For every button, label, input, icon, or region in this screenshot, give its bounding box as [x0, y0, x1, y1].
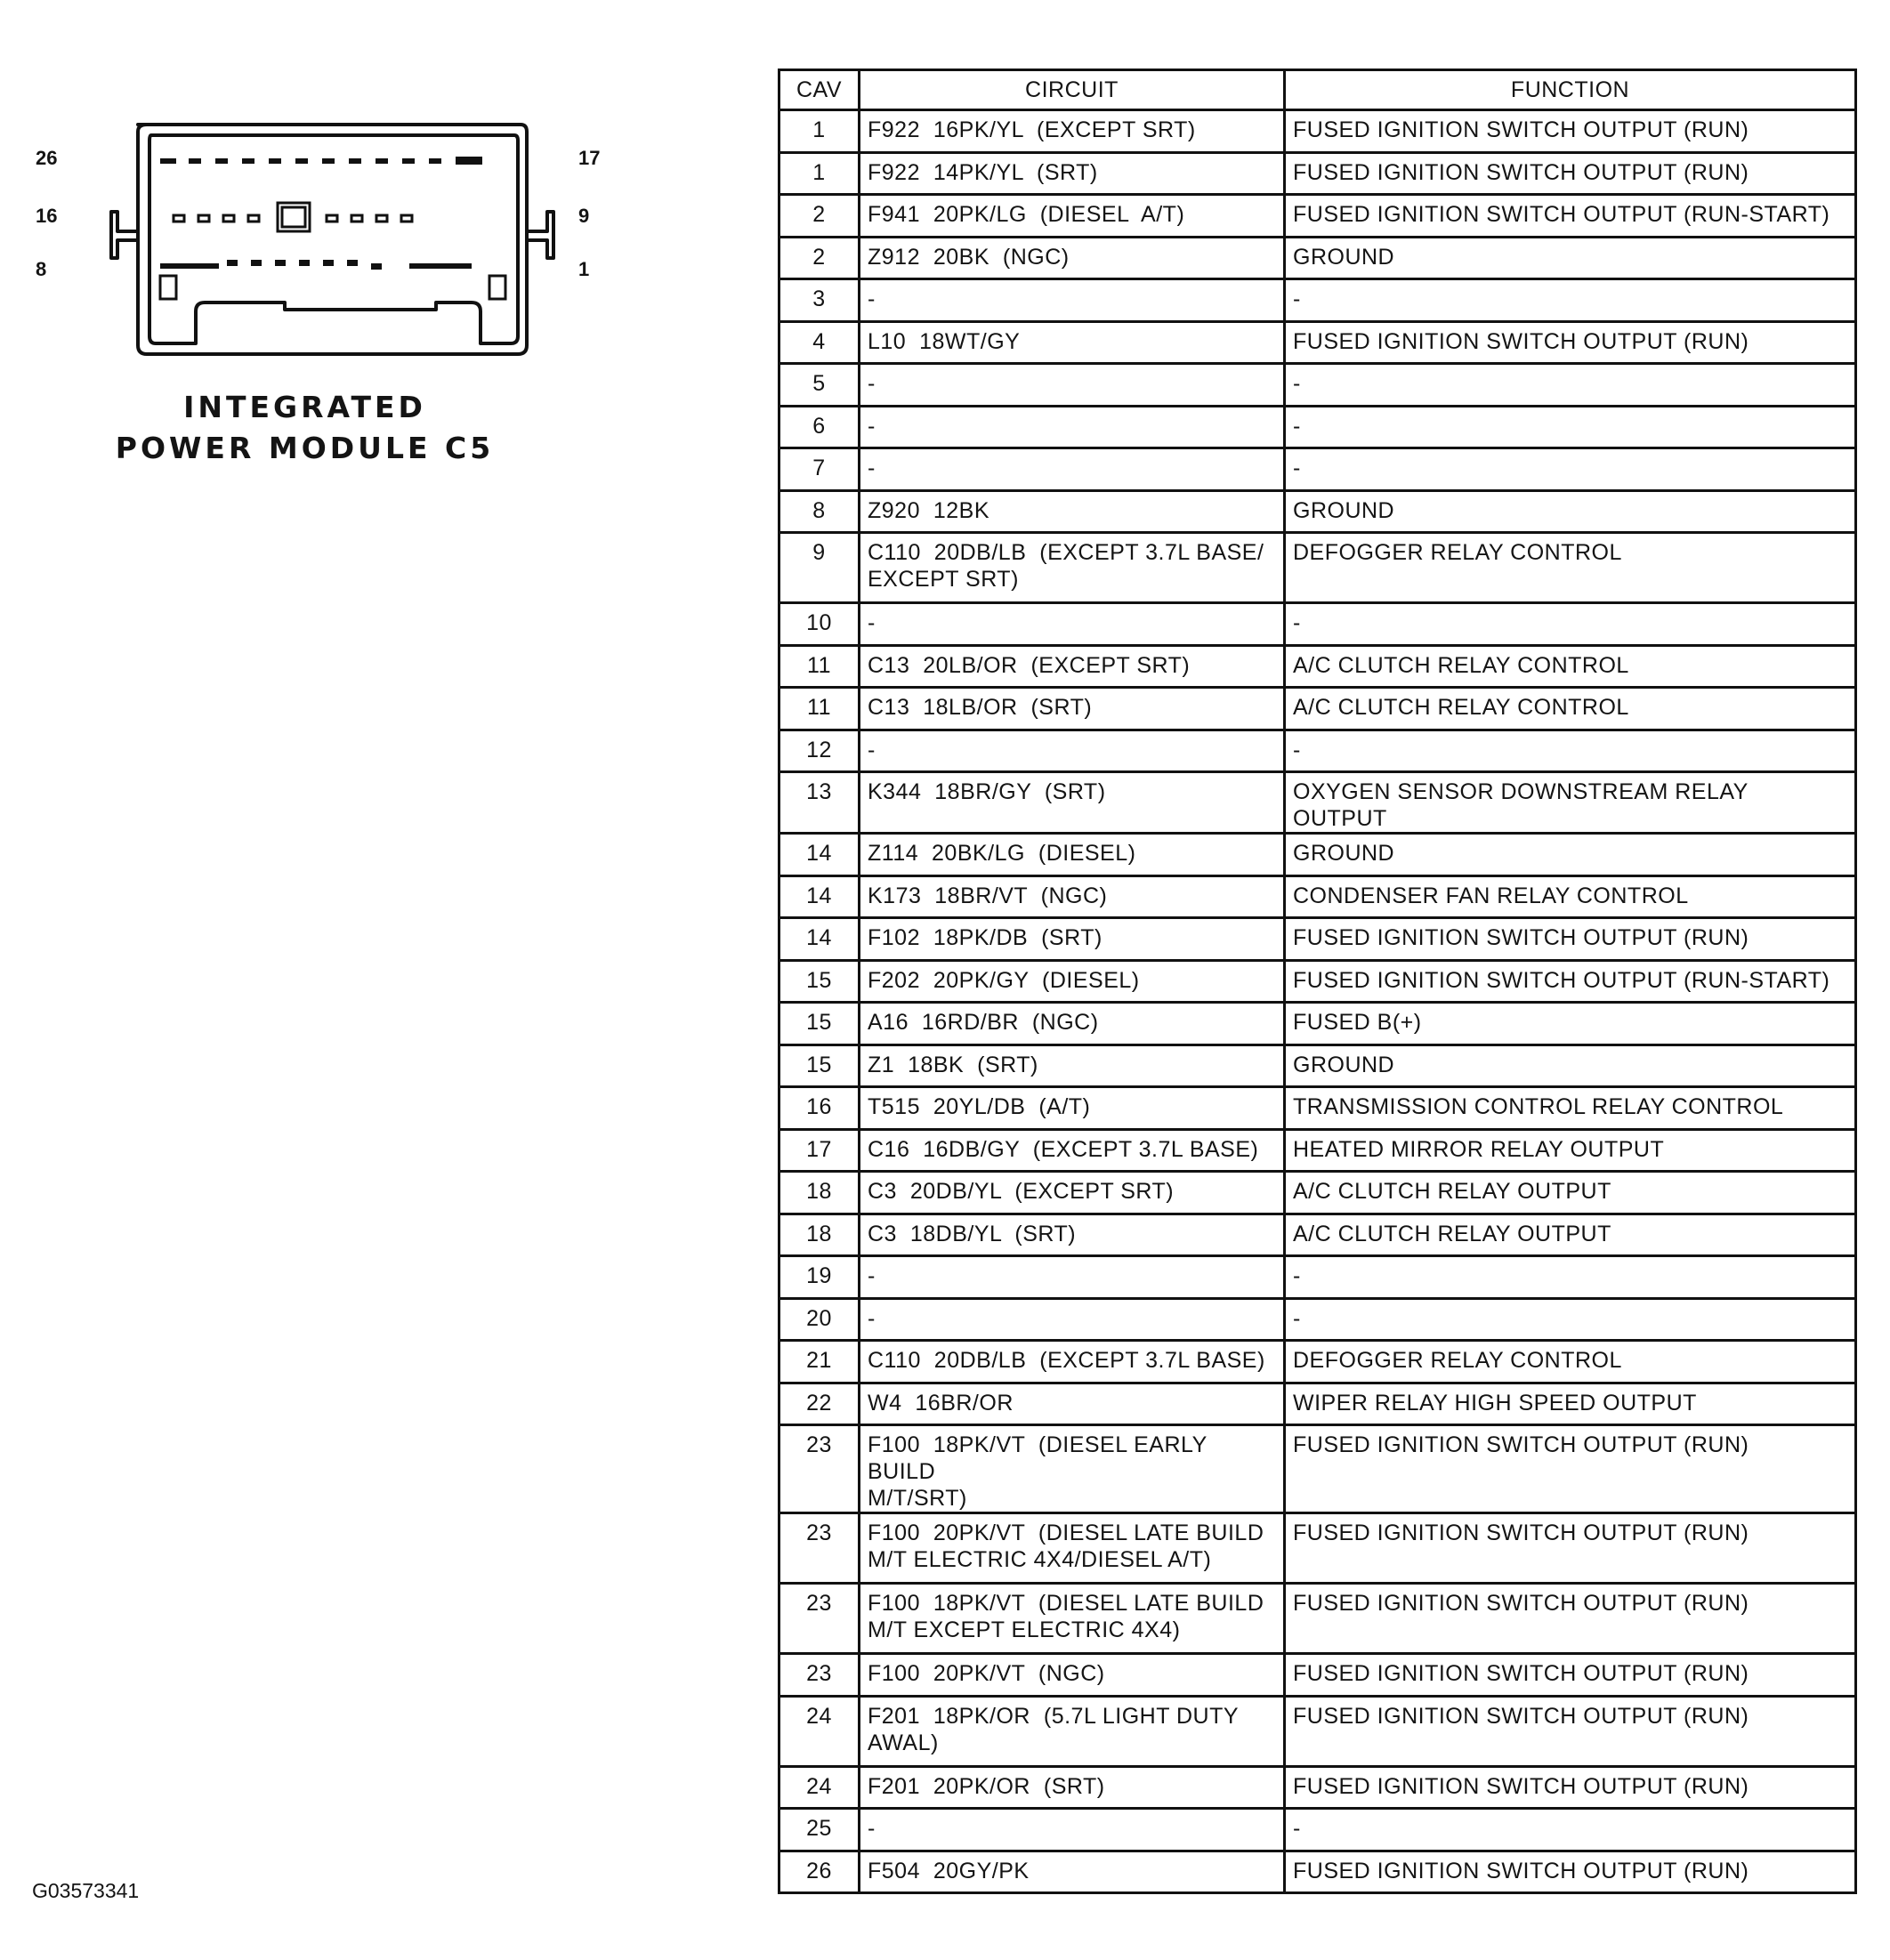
- circuit-cell: F102 18PK/DB (SRT): [860, 918, 1285, 961]
- circuit-cell: F100 18PK/VT (DIESEL EARLY BUILD M/T/SRT): [860, 1425, 1285, 1513]
- function-cell: A/C CLUTCH RELAY CONTROL: [1285, 645, 1856, 688]
- cav-cell: 26: [779, 1851, 860, 1893]
- circuit-cell: -: [860, 1809, 1285, 1851]
- table-row: [779, 490, 1856, 533]
- function-cell: FUSED IGNITION SWITCH OUTPUT (RUN): [1285, 1851, 1856, 1893]
- table-row: [779, 1298, 1856, 1341]
- function-cell: -: [1285, 603, 1856, 646]
- circuit-cell: A16 16RD/BR (NGC): [860, 1003, 1285, 1045]
- pin-label-8: 8: [36, 258, 47, 280]
- cav-cell: 5: [779, 364, 860, 407]
- table-header-row: [779, 70, 1856, 110]
- pin-label-17: 17: [578, 147, 601, 169]
- circuit-cell: W4 16BR/OR: [860, 1383, 1285, 1425]
- table-row: [779, 1851, 1856, 1893]
- table-row: [779, 406, 1856, 448]
- circuit-cell: C3 18DB/YL (SRT): [860, 1214, 1285, 1256]
- function-cell: OXYGEN SENSOR DOWNSTREAM RELAY OUTPUT: [1285, 772, 1856, 834]
- table-row: [779, 533, 1856, 603]
- function-cell: CONDENSER FAN RELAY CONTROL: [1285, 875, 1856, 918]
- circuit-cell: Z912 20BK (NGC): [860, 237, 1285, 279]
- function-cell: -: [1285, 448, 1856, 491]
- cav-cell: 15: [779, 1003, 860, 1045]
- function-cell: TRANSMISSION CONTROL RELAY CONTROL: [1285, 1087, 1856, 1130]
- function-cell: FUSED B(+): [1285, 1003, 1856, 1045]
- cav-cell: 11: [779, 688, 860, 730]
- table-row: [779, 730, 1856, 772]
- function-cell: FUSED IGNITION SWITCH OUTPUT (RUN): [1285, 1425, 1856, 1513]
- function-cell: A/C CLUTCH RELAY OUTPUT: [1285, 1214, 1856, 1256]
- circuit-cell: C110 20DB/LB (EXCEPT 3.7L BASE/ EXCEPT SRT): [860, 533, 1285, 603]
- circuit-cell: -: [860, 448, 1285, 491]
- cav-cell: 14: [779, 875, 860, 918]
- cav-cell: 18: [779, 1214, 860, 1256]
- cav-cell: 12: [779, 730, 860, 772]
- cav-cell: 1: [779, 110, 860, 153]
- table-row: [779, 364, 1856, 407]
- function-cell: A/C CLUTCH RELAY OUTPUT: [1285, 1172, 1856, 1214]
- circuit-cell: F100 20PK/VT (NGC): [860, 1654, 1285, 1697]
- circuit-cell: F201 18PK/OR (5.7L LIGHT DUTY AWAL): [860, 1696, 1285, 1766]
- circuit-cell: Z1 18BK (SRT): [860, 1045, 1285, 1087]
- cav-cell: 23: [779, 1654, 860, 1697]
- function-cell: GROUND: [1285, 834, 1856, 876]
- table-row: [779, 1766, 1856, 1809]
- cav-cell: 7: [779, 448, 860, 491]
- cav-cell: 24: [779, 1696, 860, 1766]
- cav-cell: 4: [779, 321, 860, 364]
- table-row: [779, 918, 1856, 961]
- connector-title-line2: POWER MODULE C5: [115, 431, 495, 465]
- function-cell: FUSED IGNITION SWITCH OUTPUT (RUN): [1285, 1696, 1856, 1766]
- cav-cell: 18: [779, 1172, 860, 1214]
- connector-inner: [149, 135, 518, 343]
- circuit-cell: -: [860, 1298, 1285, 1341]
- function-cell: -: [1285, 1256, 1856, 1299]
- table-row: [779, 321, 1856, 364]
- function-cell: WIPER RELAY HIGH SPEED OUTPUT: [1285, 1383, 1856, 1425]
- cav-cell: 1: [779, 152, 860, 195]
- circuit-cell: C13 20LB/OR (EXCEPT SRT): [860, 645, 1285, 688]
- circuit-cell: C3 20DB/YL (EXCEPT SRT): [860, 1172, 1285, 1214]
- header-cav: CAV: [779, 70, 860, 110]
- cav-cell: 2: [779, 195, 860, 238]
- table-row: [779, 237, 1856, 279]
- cav-cell: 24: [779, 1766, 860, 1809]
- table-row: [779, 1045, 1856, 1087]
- table-row: [779, 1087, 1856, 1130]
- circuit-cell: F100 20PK/VT (DIESEL LATE BUILD M/T ELECTRIC 4X4/DIESEL A/T): [860, 1513, 1285, 1584]
- table-row: [779, 279, 1856, 322]
- circuit-cell: F941 20PK/LG (DIESEL A/T): [860, 195, 1285, 238]
- circuit-cell: -: [860, 730, 1285, 772]
- circuit-cell: T515 20YL/DB (A/T): [860, 1087, 1285, 1130]
- circuit-cell: -: [860, 406, 1285, 448]
- table-row: [779, 1513, 1856, 1584]
- circuit-cell: F202 20PK/GY (DIESEL): [860, 960, 1285, 1003]
- connector-outline-icon: [27, 107, 605, 374]
- function-cell: FUSED IGNITION SWITCH OUTPUT (RUN): [1285, 321, 1856, 364]
- function-cell: FUSED IGNITION SWITCH OUTPUT (RUN): [1285, 918, 1856, 961]
- circuit-cell: L10 18WT/GY: [860, 321, 1285, 364]
- function-cell: -: [1285, 406, 1856, 448]
- function-cell: FUSED IGNITION SWITCH OUTPUT (RUN): [1285, 1766, 1856, 1809]
- pin-label-1: 1: [578, 258, 590, 280]
- connector-title: [107, 387, 503, 469]
- cav-cell: 6: [779, 406, 860, 448]
- cav-cell: 11: [779, 645, 860, 688]
- connector-title-line1: INTEGRATED: [183, 390, 426, 424]
- circuit-cell: -: [860, 1256, 1285, 1299]
- cav-cell: 14: [779, 834, 860, 876]
- cav-cell: 10: [779, 603, 860, 646]
- pin-label-16: 16: [36, 205, 58, 227]
- circuit-cell: -: [860, 279, 1285, 322]
- pin-label-9: 9: [578, 205, 590, 227]
- cav-cell: 9: [779, 533, 860, 603]
- table-row: [779, 1341, 1856, 1383]
- function-cell: FUSED IGNITION SWITCH OUTPUT (RUN): [1285, 1584, 1856, 1654]
- cav-cell: 17: [779, 1129, 860, 1172]
- table-row: [779, 603, 1856, 646]
- circuit-cell: F201 20PK/OR (SRT): [860, 1766, 1285, 1809]
- table-row: [779, 1129, 1856, 1172]
- table-row: [779, 152, 1856, 195]
- header-function: FUNCTION: [1285, 70, 1856, 110]
- table-row: [779, 1383, 1856, 1425]
- pin-label-26: 26: [36, 147, 58, 169]
- circuit-cell: F922 16PK/YL (EXCEPT SRT): [860, 110, 1285, 153]
- function-cell: -: [1285, 364, 1856, 407]
- table-row: [779, 1809, 1856, 1851]
- cav-cell: 2: [779, 237, 860, 279]
- table-row: [779, 1696, 1856, 1766]
- table-row: [779, 1172, 1856, 1214]
- cav-cell: 21: [779, 1341, 860, 1383]
- circuit-cell: -: [860, 603, 1285, 646]
- cav-cell: 22: [779, 1383, 860, 1425]
- table-row: [779, 1425, 1856, 1513]
- function-cell: FUSED IGNITION SWITCH OUTPUT (RUN): [1285, 152, 1856, 195]
- function-cell: GROUND: [1285, 1045, 1856, 1087]
- function-cell: DEFOGGER RELAY CONTROL: [1285, 533, 1856, 603]
- circuit-cell: F922 14PK/YL (SRT): [860, 152, 1285, 195]
- function-cell: FUSED IGNITION SWITCH OUTPUT (RUN): [1285, 1654, 1856, 1697]
- pin-row-bottom: [160, 260, 472, 270]
- cav-cell: 23: [779, 1513, 860, 1584]
- function-cell: FUSED IGNITION SWITCH OUTPUT (RUN): [1285, 1513, 1856, 1584]
- table-row: [779, 1003, 1856, 1045]
- table-row: [779, 1654, 1856, 1697]
- cav-cell: 16: [779, 1087, 860, 1130]
- cav-cell: 23: [779, 1425, 860, 1513]
- function-cell: FUSED IGNITION SWITCH OUTPUT (RUN-START): [1285, 960, 1856, 1003]
- function-cell: DEFOGGER RELAY CONTROL: [1285, 1341, 1856, 1383]
- function-cell: -: [1285, 279, 1856, 322]
- table-row: [779, 960, 1856, 1003]
- pin-row-middle: [174, 203, 412, 231]
- function-cell: GROUND: [1285, 490, 1856, 533]
- circuit-cell: C110 20DB/LB (EXCEPT 3.7L BASE): [860, 1341, 1285, 1383]
- cav-cell: 3: [779, 279, 860, 322]
- function-cell: GROUND: [1285, 237, 1856, 279]
- circuit-cell: Z920 12BK: [860, 490, 1285, 533]
- circuit-cell: Z114 20BK/LG (DIESEL): [860, 834, 1285, 876]
- figure-id: G03573341: [32, 1879, 140, 1902]
- circuit-cell: -: [860, 364, 1285, 407]
- table-row: [779, 195, 1856, 238]
- function-cell: FUSED IGNITION SWITCH OUTPUT (RUN): [1285, 110, 1856, 153]
- cav-cell: 8: [779, 490, 860, 533]
- cav-cell: 20: [779, 1298, 860, 1341]
- cav-cell: 15: [779, 1045, 860, 1087]
- table-row: [779, 645, 1856, 688]
- table-row: [779, 1584, 1856, 1654]
- table-row: [779, 834, 1856, 876]
- right-latch-icon: [527, 212, 553, 258]
- function-cell: -: [1285, 1809, 1856, 1851]
- function-cell: A/C CLUTCH RELAY CONTROL: [1285, 688, 1856, 730]
- function-cell: FUSED IGNITION SWITCH OUTPUT (RUN-START): [1285, 195, 1856, 238]
- circuit-cell: C16 16DB/GY (EXCEPT 3.7L BASE): [860, 1129, 1285, 1172]
- table-row: [779, 1214, 1856, 1256]
- table-row: [779, 875, 1856, 918]
- pinout-table: [778, 69, 1857, 1894]
- table-row: [779, 110, 1856, 153]
- cav-cell: 15: [779, 960, 860, 1003]
- cav-cell: 23: [779, 1584, 860, 1654]
- connector-diagram: [27, 107, 605, 374]
- pin-row-top: [160, 157, 482, 165]
- table-body: [779, 110, 1856, 1893]
- circuit-cell: K344 18BR/GY (SRT): [860, 772, 1285, 834]
- table-row: [779, 688, 1856, 730]
- function-cell: -: [1285, 730, 1856, 772]
- header-circuit: CIRCUIT: [860, 70, 1285, 110]
- cav-cell: 19: [779, 1256, 860, 1299]
- left-latch-icon: [111, 212, 138, 258]
- cav-cell: 13: [779, 772, 860, 834]
- table-row: [779, 772, 1856, 834]
- function-cell: -: [1285, 1298, 1856, 1341]
- function-cell: HEATED MIRROR RELAY OUTPUT: [1285, 1129, 1856, 1172]
- table-row: [779, 1256, 1856, 1299]
- table-row: [779, 448, 1856, 491]
- circuit-cell: C13 18LB/OR (SRT): [860, 688, 1285, 730]
- circuit-cell: F100 18PK/VT (DIESEL LATE BUILD M/T EXCEPT ELECTRIC 4X4): [860, 1584, 1285, 1654]
- cav-cell: 14: [779, 918, 860, 961]
- cav-cell: 25: [779, 1809, 860, 1851]
- circuit-cell: K173 18BR/VT (NGC): [860, 875, 1285, 918]
- circuit-cell: F504 20GY/PK: [860, 1851, 1285, 1893]
